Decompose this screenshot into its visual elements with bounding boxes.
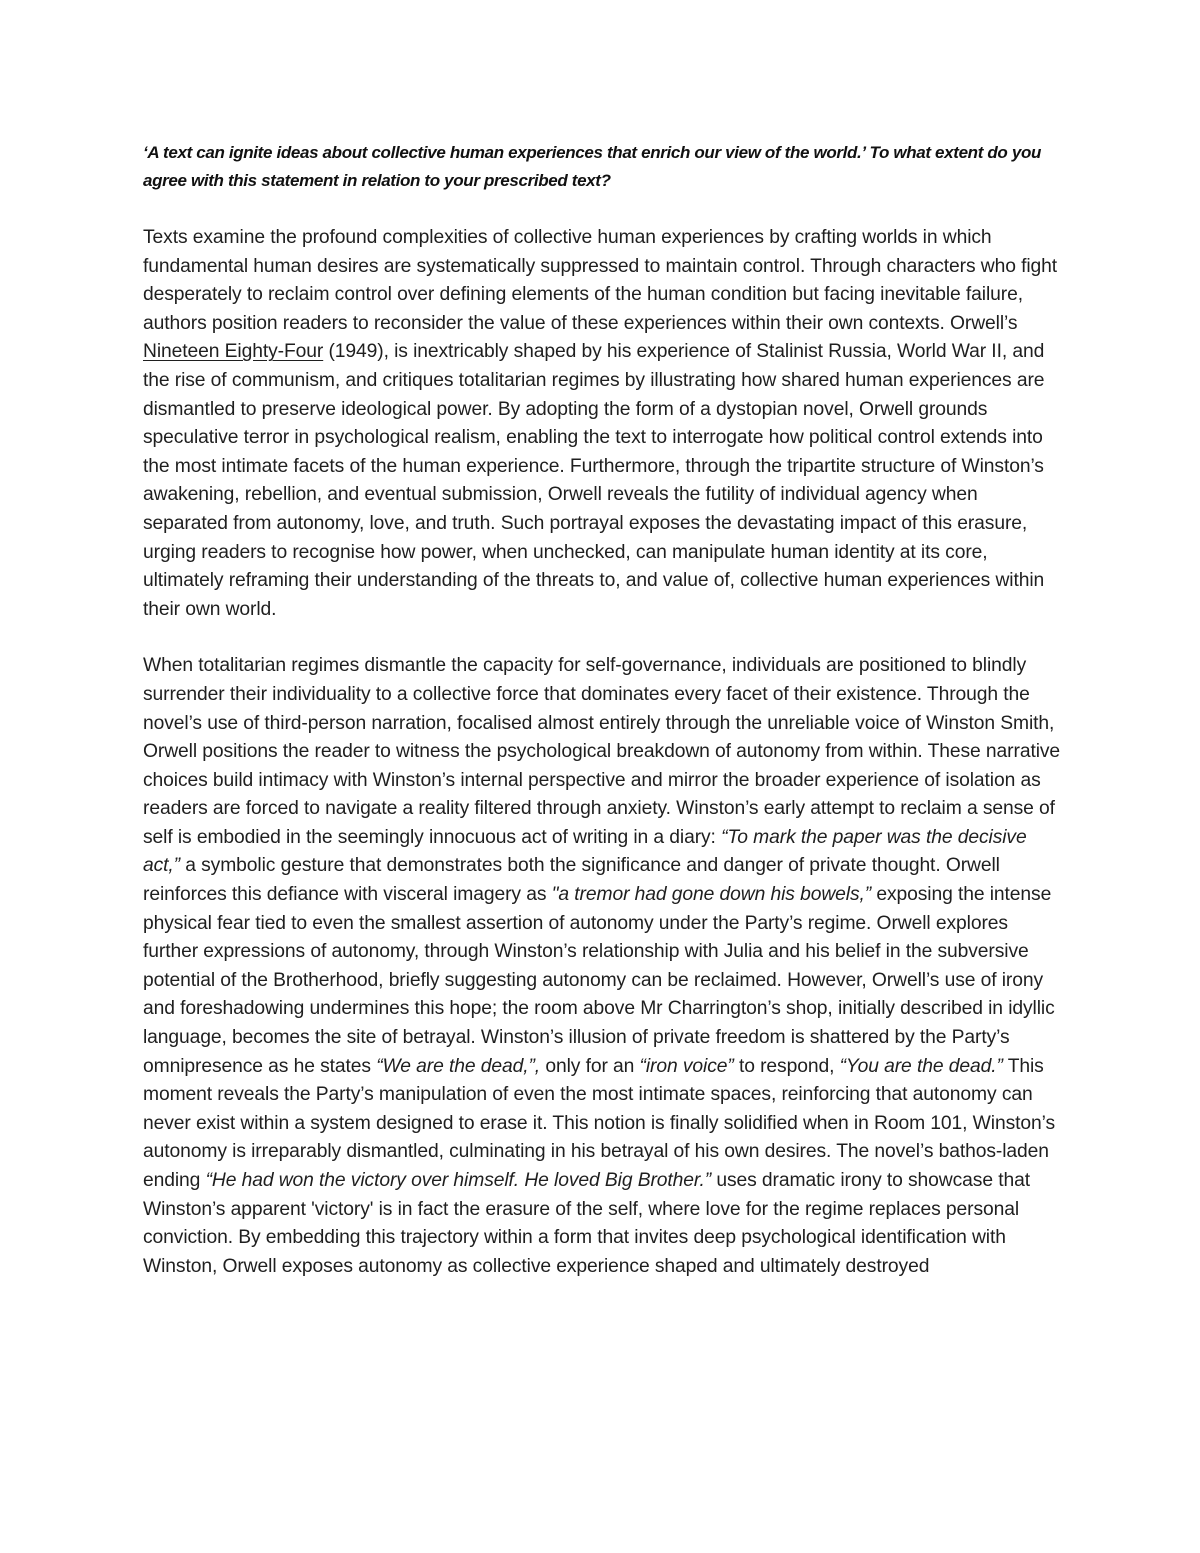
quote-tremor: "a tremor had gone down his bowels,” xyxy=(551,884,872,906)
quote-big-brother: “He had won the victory over himself. He loved Big Brother.” xyxy=(205,1170,712,1191)
body-text-5: to respond, xyxy=(733,1055,840,1077)
body-text-2: a symbolic gesture that demonstrates both the significance and danger of private thought. Orwell reinforces this defiance with visceral imagery as xyxy=(143,855,1000,906)
body-text-7: uses dramatic irony to showcase that Winston’s apparent 'victory' is in fact the erasure of the self, where love for the regime replaces personal conviction. By embedding this trajectory within a form that invites deep psychological identification with Winston, Orwell exposes autonomy as collective experience shaped and ultimately destroyed xyxy=(143,1170,1030,1277)
intro-text-1: Texts examine the profound complexities of collective human experiences by crafting worlds in which fundamental human desires are systematically suppressed to maintain control. Through characters who fight desperately to reclaim control over defining elements of the human condition but facing inevitable failure, authors position readers to reconsider the value of these experiences within their own contexts. Orwell’s xyxy=(143,227,1058,334)
intro-text-2: (1949), is inextricably shaped by his experience of Stalinist Russia, World War II, and the rise of communism, and critiques totalitarian regimes by illustrating how shared human experiences are dismantled to preserve ideological power. By adopting the form of a dystopian novel, Orwell grounds speculative terror in psychological realism, enabling the text to interrogate how political control extends into the most intimate facets of the human experience. Furthermore, through the tripartite structure of Winston’s awakening, rebellion, and eventual submission, Orwell reveals the futility of individual agency when separated from autonomy, love, and truth. Such portrayal exposes the devastating impact of this erasure, urging readers to recognise how power, when unchecked, can manipulate human identity at its core, ultimately reframing their understanding of the threats to, and value of, collective human experiences within their own world. xyxy=(143,341,1045,620)
quote-diary: “To mark the paper was the decisive act,” xyxy=(143,826,1027,877)
introduction-paragraph xyxy=(143,224,1063,624)
body-paragraph-1 xyxy=(143,652,1063,1281)
body-text-3: exposing the intense physical fear tied to even the smallest assertion of autonomy under the Party’s regime. Orwell explores further expressions of autonomy, through Winston’s relationship with Julia and his belief in the subversive potential of the Brotherhood, briefly suggesting autonomy can be reclaimed. However, Orwell’s use of irony and foreshadowing undermines this hope; the room above Mr Charrington’s shop, initially described in idyllic language, becomes the site of betrayal. Winston’s illusion of private freedom is shattered by the Party’s omnipresence as he states xyxy=(143,884,1055,1077)
document-body xyxy=(143,139,1063,1309)
quote-you-are-the-dead: “You are the dead.” xyxy=(839,1055,1003,1077)
quote-iron-voice: “iron voice” xyxy=(639,1055,734,1077)
book-title: Nineteen Eighty-Four xyxy=(143,341,324,363)
prompt-quote: ‘A text can ignite ideas about collective human experiences that enrich our view of the world.’ xyxy=(143,143,866,162)
prompt-question: To what extent do you agree with this statement in relation to your prescribed text? xyxy=(143,143,1042,190)
body-text-1: When totalitarian regimes dismantle the capacity for self-governance, individuals are positioned to blindly surrender their individuality to a collective force that dominates every facet of their existence. Through the novel’s use of third-person narration, focalised almost entirely through the unreliable voice of Winston Smith, Orwell positions the reader to witness the psychological breakdown of autonomy from within. These narrative choices build intimacy with Winston’s internal perspective and mirror the broader experience of isolation as readers are forced to navigate a reality filtered through anxiety. Winston’s early attempt to reclaim a sense of self is embodied in the seemingly innocuous act of writing in a diary: xyxy=(143,655,1061,848)
quote-we-are-the-dead: “We are the dead,”, xyxy=(376,1055,541,1077)
body-text-6: This moment reveals the Party’s manipulation of even the most intimate spaces, reinforcing that autonomy can never exist within a system designed to erase it. This notion is finally solidified when in Room 101, Winston’s autonomy is irreparably dismantled, culminating in his betrayal of his own desires. The novel’s bathos-laden ending xyxy=(143,1055,1055,1191)
body-text-4: only for an xyxy=(540,1055,640,1077)
essay-prompt xyxy=(143,139,1063,195)
